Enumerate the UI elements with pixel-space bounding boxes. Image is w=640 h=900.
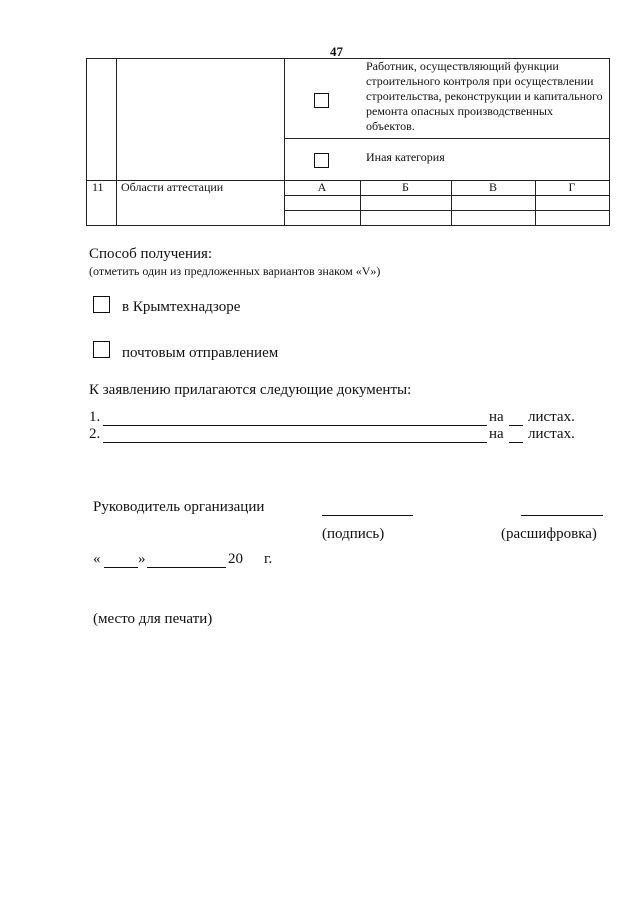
- date-year-suffix: г.: [264, 551, 273, 567]
- date-day-field[interactable]: [104, 567, 138, 568]
- signature-caption: (подпись): [322, 526, 385, 542]
- document-1-sheets: листах.: [528, 409, 575, 425]
- document-1-number: 1.: [89, 409, 101, 425]
- decode-caption: (расшифровка): [501, 526, 597, 542]
- column-header-v: В: [488, 180, 497, 194]
- decode-field[interactable]: [521, 515, 603, 516]
- receipt-mail-label: почтовым отправлением: [122, 345, 279, 361]
- receipt-office-checkbox[interactable]: [93, 296, 110, 313]
- receipt-hint: (отметить один из предложенных вариантов знаком «V»): [89, 264, 381, 278]
- receipt-title: Способ получения:: [89, 246, 213, 262]
- column-header-a: А: [317, 180, 327, 194]
- column-header-b: Б: [402, 180, 409, 194]
- head-label: Руководитель организации: [93, 499, 265, 515]
- date-year-prefix: 20: [228, 551, 243, 567]
- document-2-field[interactable]: [103, 442, 487, 443]
- documents-title: К заявлению прилагаются следующие документы:: [89, 382, 412, 398]
- date-close-quote: »: [138, 551, 146, 567]
- receipt-mail-checkbox[interactable]: [93, 341, 110, 358]
- document-2-number: 2.: [89, 426, 101, 442]
- row-number: 11: [92, 180, 104, 194]
- date-month-field[interactable]: [147, 567, 226, 568]
- stamp-label: (место для печати): [93, 611, 213, 627]
- worker-category-checkbox[interactable]: [314, 93, 329, 108]
- document-2-sheets-field[interactable]: [509, 442, 523, 443]
- page-number: 47: [330, 44, 343, 59]
- document-1-sheets-field[interactable]: [509, 425, 523, 426]
- document-1-field[interactable]: [103, 425, 487, 426]
- document-2-sheets: листах.: [528, 426, 575, 442]
- date-open-quote: «: [93, 551, 101, 567]
- document-1-on: на: [489, 409, 504, 425]
- other-category-label: Иная категория: [366, 150, 445, 164]
- other-category-checkbox[interactable]: [314, 153, 329, 168]
- worker-category-label: Работник, осуществляющий функции строительного контроля при осуществлении строительства, реконструкции и капитального ремонта опасных производственных объектов.: [366, 59, 603, 133]
- column-header-g: Г: [568, 180, 576, 194]
- areas-label: Области аттестации: [121, 180, 224, 194]
- document-2-on: на: [489, 426, 504, 442]
- receipt-office-label: в Крымтехнадзоре: [122, 299, 241, 315]
- signature-field[interactable]: [322, 515, 413, 516]
